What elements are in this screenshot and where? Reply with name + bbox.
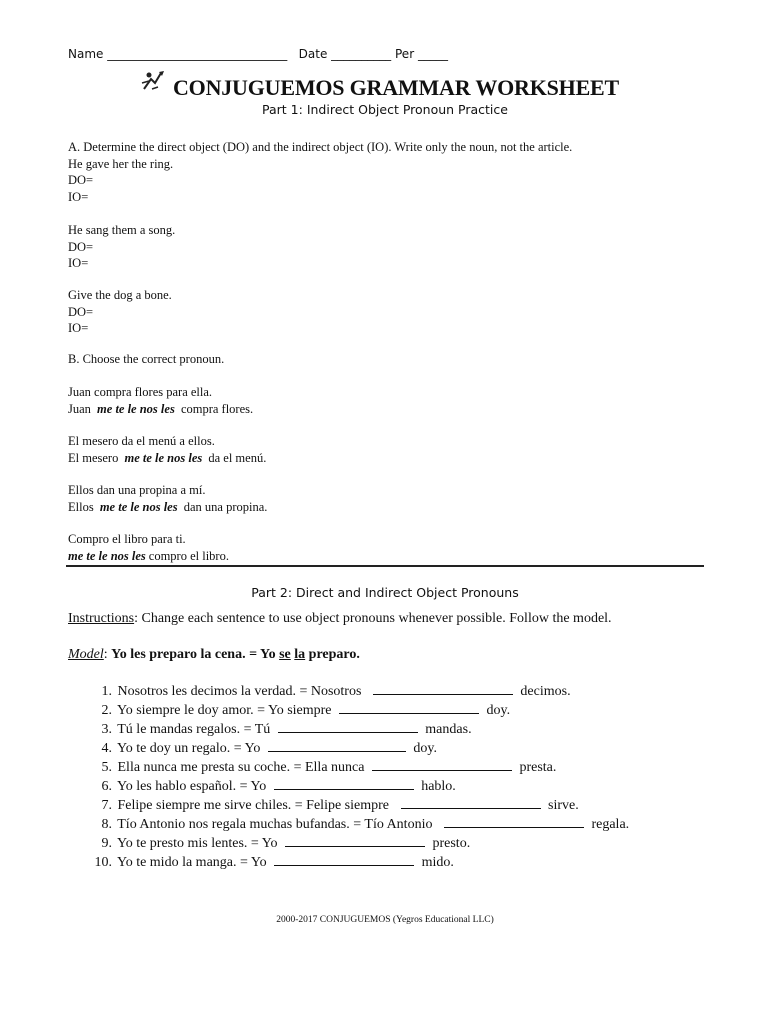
section-b-item <box>68 433 266 466</box>
answer-blank[interactable] <box>285 834 425 847</box>
part2-title: Part 2: Direct and Indirect Object Pronouns <box>251 585 519 600</box>
do-answer-line[interactable]: DO= <box>68 173 94 187</box>
section-divider <box>66 565 704 567</box>
pronoun-options[interactable]: me te le nos les <box>68 548 146 563</box>
answer-blank[interactable] <box>274 777 414 790</box>
part1-subtitle: Part 1: Indirect Object Pronoun Practice <box>262 102 508 117</box>
answer-blank[interactable] <box>274 853 414 866</box>
do-answer-line[interactable]: DO= <box>68 304 94 319</box>
answer-blank[interactable] <box>268 739 406 752</box>
section-a-sentence: He gave her the ring. <box>68 156 174 171</box>
pronoun-choice-line: me te le nos les compro el libro. <box>68 548 229 563</box>
student-info-line <box>68 47 448 61</box>
io-answer-line[interactable]: IO= <box>68 189 89 204</box>
section-b-sentence: Juan compra flores para ella. <box>68 385 213 399</box>
period-field[interactable]: Per _____ <box>395 47 448 61</box>
section-a <box>68 139 572 205</box>
exercise-list <box>82 682 629 872</box>
list-item: 2. Yo siempre le doy amor. = Yo siempre doy. <box>101 703 511 718</box>
section-b-sentence: Compro el libro para ti. <box>68 532 186 546</box>
section-a-sentence: He sang them a song. <box>68 223 176 237</box>
section-a-sentence: Give the dog a bone. <box>68 288 172 302</box>
pronoun-choice-line: Juan me te le nos les compra flores. <box>68 401 254 416</box>
list-item: 4. Yo te doy un regalo. = Yo doy. <box>101 741 437 756</box>
date-field[interactable]: Date __________ <box>298 47 392 61</box>
list-item: 10. Yo te mido la manga. = Yo mido. <box>94 855 454 870</box>
pronoun-choice-line: Ellos me te le nos les dan una propina. <box>68 499 268 514</box>
answer-blank[interactable] <box>444 815 584 828</box>
section-a-item <box>68 287 172 337</box>
do-answer-line[interactable]: DO= <box>68 239 94 254</box>
name-field[interactable]: Name ______________________________ <box>68 47 288 61</box>
part2-instructions: Instructions: Change each sentence to use object pronouns whenever possible. Follow the model. <box>68 611 612 626</box>
list-item: 6. Yo les hablo español. = Yo hablo. <box>101 779 456 794</box>
pronoun-choice-line: El mesero me te le nos les da el menú. <box>68 450 267 465</box>
pronoun-options[interactable]: me te le nos les <box>97 401 175 416</box>
section-b-item <box>68 384 253 417</box>
list-item: 5. Ella nunca me presta su coche. = Ella nunca presta. <box>101 760 557 775</box>
answer-blank[interactable] <box>339 701 479 714</box>
section-b-instruction: B. Choose the correct pronoun. <box>68 352 225 366</box>
section-b-item <box>68 531 229 564</box>
answer-blank[interactable] <box>373 682 513 695</box>
list-item: 8. Tío Antonio nos regala muchas bufandas. = Tío Antonio regala. <box>101 817 630 832</box>
worksheet-title: CONJUGUEMOS GRAMMAR WORKSHEET <box>172 75 620 100</box>
answer-blank[interactable] <box>278 720 418 733</box>
list-item: 3. Tú le mandas regalos. = Tú mandas. <box>101 722 472 737</box>
section-a-item <box>68 222 175 272</box>
pronoun-options[interactable]: me te le nos les <box>99 499 178 514</box>
answer-blank[interactable] <box>372 758 512 771</box>
list-item: 1. Nosotros les decimos la verdad. = Nosotros decimos. <box>101 684 571 699</box>
section-b-item <box>68 482 267 515</box>
section-a-instruction: A. Determine the direct object (DO) and the indirect object (IO). Write only the noun, not the article. <box>68 140 573 154</box>
list-item: 9. Yo te presto mis lentes. = Yo presto. <box>101 836 471 851</box>
io-answer-line[interactable]: IO= <box>68 256 89 270</box>
instructions-label: Instructions <box>68 611 135 626</box>
list-item: 7. Felipe siempre me sirve chiles. = Felipe siempre sirve. <box>101 798 579 813</box>
model-example: Model: Yo les preparo la cena. = Yo se la preparo. <box>68 647 360 662</box>
pronoun-options[interactable]: me te le nos les <box>124 450 203 465</box>
section-b-sentence: El mesero da el menú a ellos. <box>68 434 215 448</box>
io-answer-line[interactable]: IO= <box>68 321 89 335</box>
answer-blank[interactable] <box>401 796 541 809</box>
section-b-sentence: Ellos dan una propina a mí. <box>68 483 206 497</box>
copyright-footer: 2000-2017 CONJUGUEMOS (Yegros Educational LLC) <box>276 915 494 925</box>
